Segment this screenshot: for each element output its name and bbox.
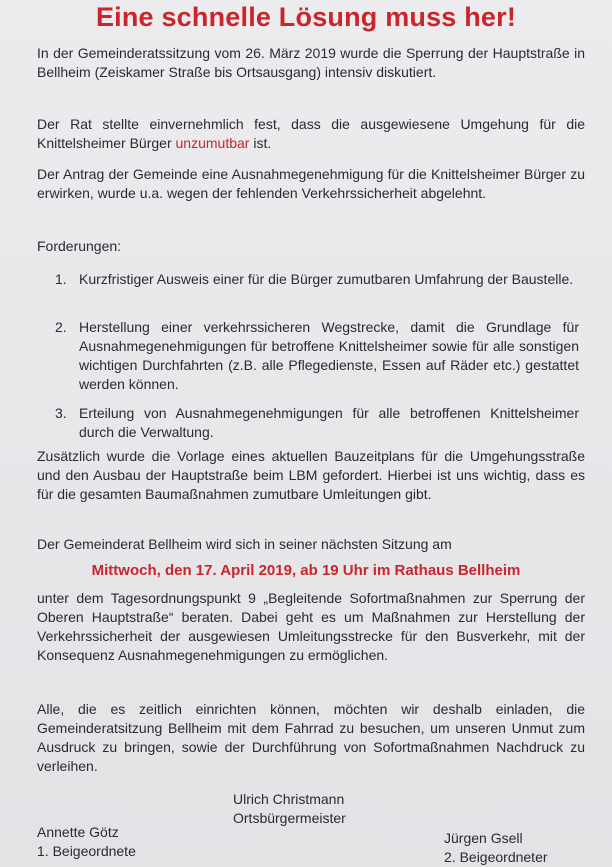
demand-text: Kurzfristiger Ausweis einer für die Bürger zumutbaren Umfahrung der Baustelle. <box>79 271 574 287</box>
intro-paragraph-1: In der Gemeinderatssitzung vom 26. März 2019 wurde die Sperrung der Hauptstraße in Bellheim (Zeiskamer Straße bis Ortsausgang) intensiv diskutiert. <box>37 45 585 80</box>
invitation-paragraph: Alle, die es zeitlich einrichten können, möchten wir deshalb einladen, die Gemeinderatsitzung Bellheim mit dem Fahrrad zu besuchen, um unseren Unmut zum Ausdruck zu bringen, sowie der Durchführung von Sofortmaßnahmen Nachdruck zu verleihen. <box>37 701 585 774</box>
signature-first-deputy <box>37 823 136 861</box>
meeting-date: Mittwoch, den 17. April 2019, ab 19 Uhr im Rathaus Bellheim <box>91 562 521 579</box>
demand-number: 3. <box>55 405 67 421</box>
intro-p2-text-after: ist. <box>249 135 272 151</box>
signature-second-deputy <box>444 829 548 867</box>
next-session-line: Der Gemeinderat Bellheim wird sich in seiner nächsten Sitzung am <box>37 536 452 552</box>
signature-mayor <box>233 790 346 828</box>
agenda-paragraph: unter dem Tagesordnungspunkt 9 „Begleitende Sofortmaßnahmen zur Sperrung der Oberen Hauptstraße“ beraten. Dabei geht es um Maßnahmen zur Herstellung der Verkehrssicherheit der ausgewiesen Umleitungsstrecke für den Busverkehr, mit der Konsequenz Ausnahmegenehmigungen zu ermöglichen. <box>37 590 585 663</box>
additional-paragraph: Zusätzlich wurde die Vorlage eines aktuellen Bauzeitplans für die Umgehungsstraße und den Ausbau der Hauptstraße beim LBM gefordert. Hierbei ist uns wichtig, dass es für die gesamten Baumaßnahmen zumutbare Umleitungen gibt. <box>37 448 585 502</box>
signature-name: Annette Götz <box>37 824 119 840</box>
signature-role: Ortsbürgermeister <box>233 810 346 826</box>
signature-name: Jürgen Gsell <box>444 830 523 846</box>
demand-text: Herstellung einer verkehrssicheren Wegstrecke, damit die Grundlage für Ausnahmegenehmigungen für betroffene Knittelsheimer sowie für alle sonstigen wichtigen Durchfahrten (z.B. alle Pflegedienste, Essen auf Räder etc.) gestattet werden können. <box>79 319 579 392</box>
demand-number: 2. <box>55 319 67 335</box>
demand-text: Erteilung von Ausnahmegenehmigungen für alle betroffenen Knittelsheimer durch die Verwaltung. <box>79 405 579 440</box>
unzumutbar-highlight: unzumutbar <box>175 135 250 151</box>
demands-heading: Forderungen: <box>37 238 122 254</box>
signature-name: Ulrich Christmann <box>233 791 345 807</box>
signature-role: 1. Beigeordnete <box>37 843 136 859</box>
page-title: Eine schnelle Lösung muss her! <box>95 2 517 32</box>
signature-role: 2. Beigeordneter <box>444 849 548 865</box>
intro-p2-text-before: Der Rat stellte einvernehmlich fest, dass die ausgewiesene Umgehung für die Knittelsheimer Bürger <box>37 116 585 151</box>
demand-number: 1. <box>55 271 67 287</box>
intro-paragraph-3: Der Antrag der Gemeinde eine Ausnahmegenehmigung für die Knittelsheimer Bürger zu erwirken, wurde u.a. wegen der fehlenden Verkehrssicherheit abgelehnt. <box>37 166 585 201</box>
intro-paragraph-2 <box>37 115 585 153</box>
